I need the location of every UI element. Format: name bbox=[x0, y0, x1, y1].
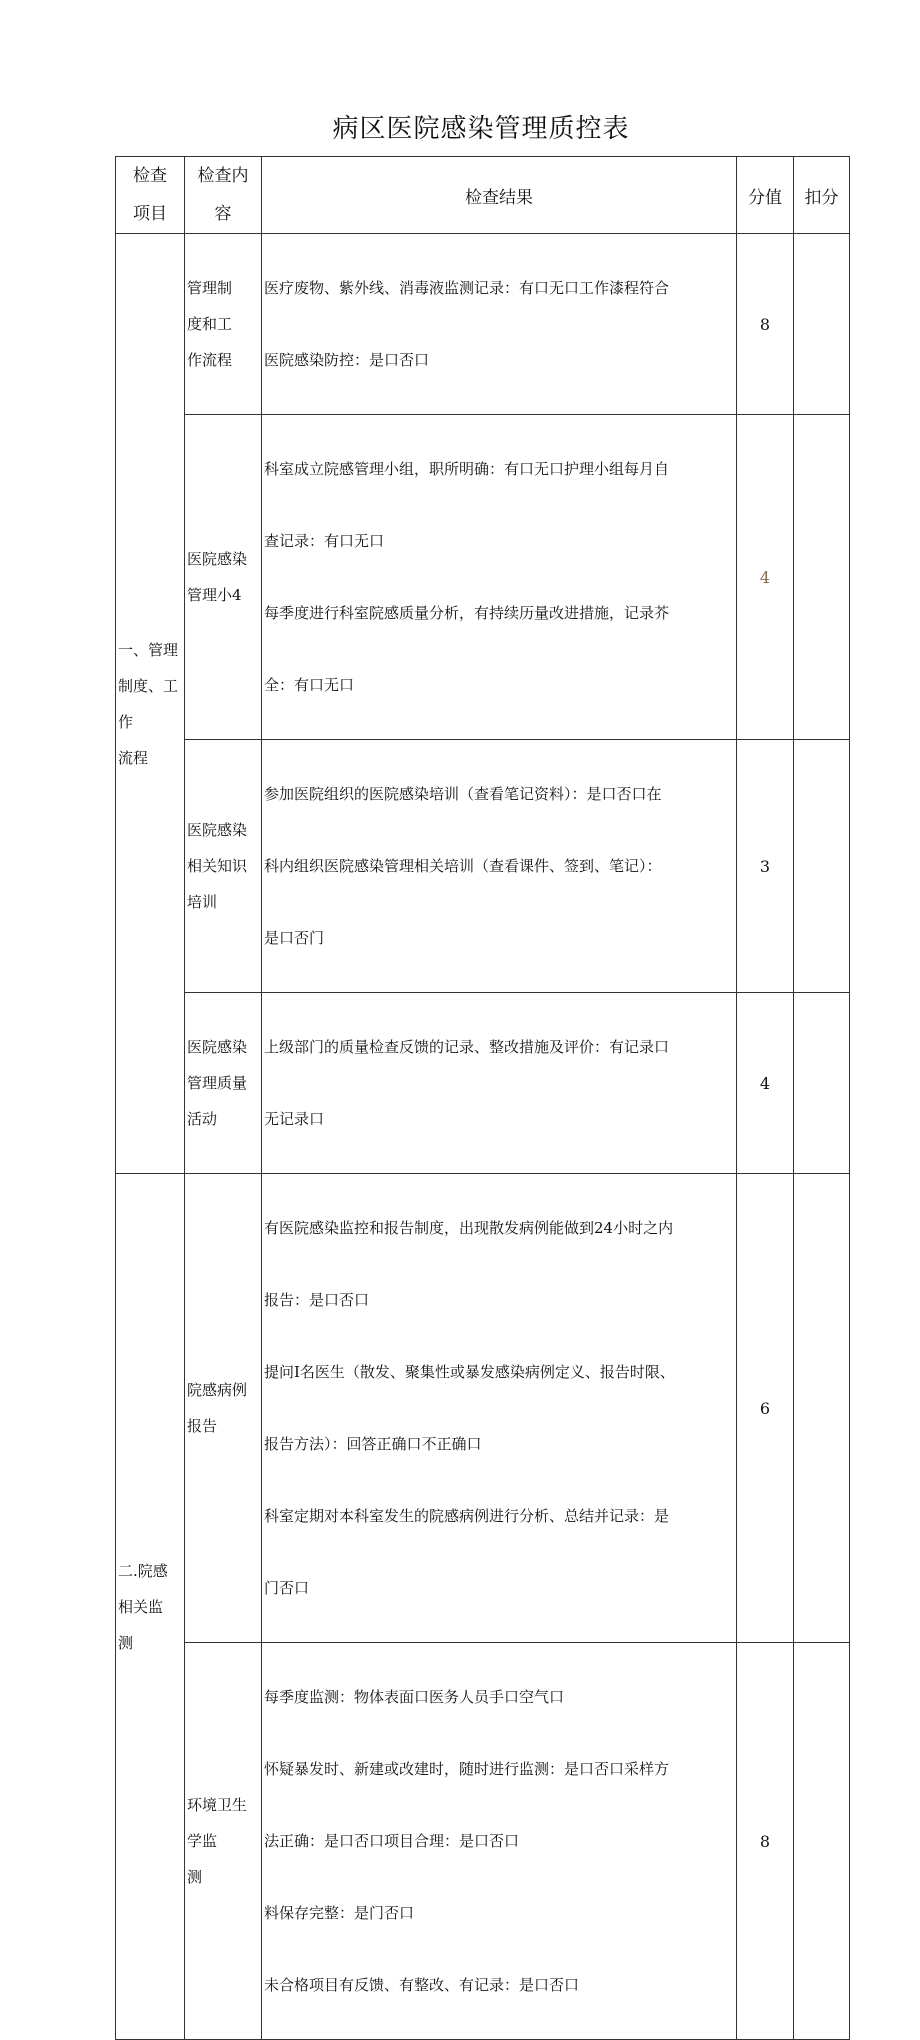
score-value: 8 bbox=[737, 1643, 794, 2040]
check-content: 医院感染 管理质量 活动 bbox=[185, 993, 262, 1174]
check-result: 参加医院组织的医院感染培训（查看笔记资料）：是口否口在 科内组织医院感染管理相关培训（查看课件、签到、笔记）： 是口否门 bbox=[262, 740, 737, 993]
table-row bbox=[116, 1174, 850, 1643]
score-value: 4 bbox=[737, 415, 794, 740]
header-result: 检查结果 bbox=[262, 157, 737, 234]
quality-control-table bbox=[115, 156, 850, 2040]
header-score: 分值 bbox=[737, 157, 794, 234]
deduct-cell[interactable] bbox=[794, 993, 850, 1174]
score-value: 3 bbox=[737, 740, 794, 993]
deduct-cell[interactable] bbox=[794, 415, 850, 740]
check-result: 上级部门的质量检查反馈的记录、整改措施及评价：有记录口 无记录口 bbox=[262, 993, 737, 1174]
check-result: 医疗废物、紫外线、消毒液监测记录：有口无口工作漆程符合 医院感染防控：是口否口 bbox=[262, 234, 737, 415]
table-row bbox=[116, 740, 850, 993]
table-row bbox=[116, 993, 850, 1174]
check-content: 环境卫生 学监 测 bbox=[185, 1643, 262, 2040]
header-deduct: 扣分 bbox=[794, 157, 850, 234]
header-item: 检查 项目 bbox=[116, 157, 185, 234]
header-row bbox=[116, 157, 850, 234]
score-value: 6 bbox=[737, 1174, 794, 1643]
check-result: 科室成立院感管理小组，职所明确：有口无口护理小组每月自 查记录：有口无口 每季度进行科室院感质量分析，有持续历量改进措施，记录芥 全：有口无口 bbox=[262, 415, 737, 740]
check-content: 院感病例 报告 bbox=[185, 1174, 262, 1643]
deduct-cell[interactable] bbox=[794, 1174, 850, 1643]
check-content: 医院感染 管理小4 bbox=[185, 415, 262, 740]
deduct-cell[interactable] bbox=[794, 234, 850, 415]
page-title: 病区医院感染管理质控表 bbox=[332, 114, 630, 144]
score-value: 4 bbox=[737, 993, 794, 1174]
table-row bbox=[116, 234, 850, 415]
score-value: 8 bbox=[737, 234, 794, 415]
deduct-cell[interactable] bbox=[794, 1643, 850, 2040]
check-result: 有医院感染监控和报告制度，出现散发病例能做到24小时之内 报告：是口否口 提问I名医生（散发、聚集性或暴发感染病例定义、报告时限、 报告方法）：回答正确口不正确口 科室定期对本科室发生的院感病例进行分析、总结并记录：是 门否口 bbox=[262, 1174, 737, 1643]
deduct-cell[interactable] bbox=[794, 740, 850, 993]
check-content: 医院感染 相关知识 培训 bbox=[185, 740, 262, 993]
check-result: 每季度监测：物体表面口医务人员手口空气口 怀疑暴发时、新建或改建时，随时进行监测：是口否口采样方 法正确：是口否口项目合理：是口否口 料保存完整：是门否口 未合格项目有反馈、有整改、有记录：是口否口 bbox=[262, 1643, 737, 2040]
section-name: 二.院感 相关监 测 bbox=[116, 1174, 185, 2040]
table-row bbox=[116, 415, 850, 740]
section-name: 一、管理 制度、工 作 流程 bbox=[116, 234, 185, 1174]
check-content: 管理制 度和工 作流程 bbox=[185, 234, 262, 415]
header-content: 检查内 容 bbox=[185, 157, 262, 234]
table-row bbox=[116, 1643, 850, 2040]
